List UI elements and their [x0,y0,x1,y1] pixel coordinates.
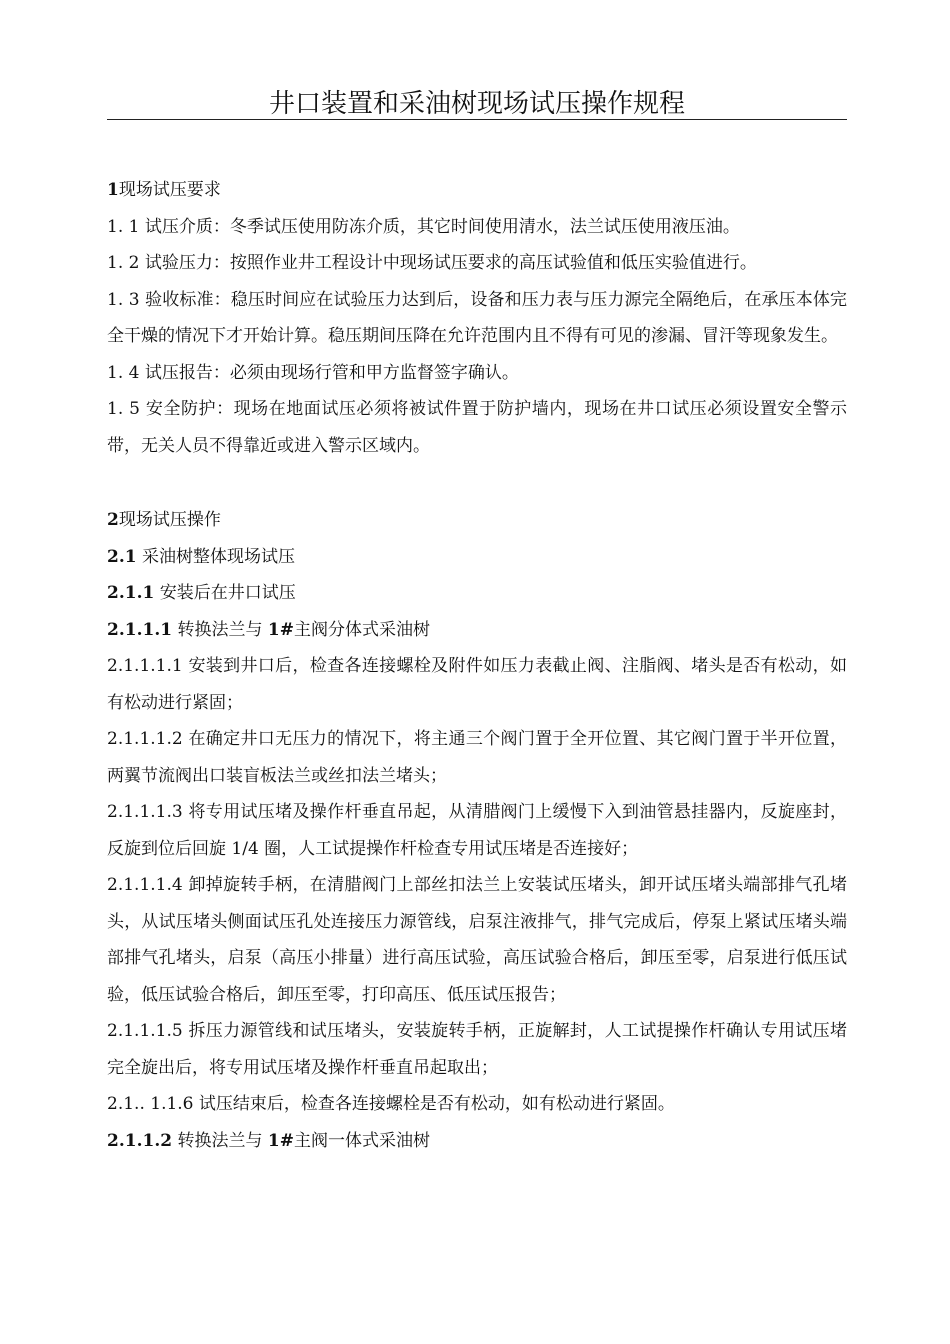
paragraph-1-3: 1. 3 验收标准：稳压时间应在试验压力达到后，设备和压力表与压力源完全隔绝后，在承压本体完全干燥的情况下才开始计算。稳压期间压降在允许范围内且不得有可见的渗漏、冒汗等现象发生。 [107,289,847,346]
heading-text: 转换法兰与 [172,1130,268,1151]
paragraph-1-1: 1. 1 试压介质：冬季试压使用防冻介质，其它时间使用清水，法兰试压使用液压油。 [107,216,740,237]
heading-number: 2.1.1.2 [107,1130,173,1151]
title-underline [107,119,847,120]
heading-text: 采油树整体现场试压 [136,546,295,567]
section-number: 2 [107,510,119,530]
section-number: 1 [107,180,119,200]
document-body [107,172,847,1159]
section-2-heading [107,502,847,539]
step-2-1-1-1-1: 2.1.1.1.1 安装到井口后，检查各连接螺栓及附件如压力表截止阀、注脂阀、堵头是否有松动，如有松动进行紧固； [107,656,847,713]
paragraph-1-5: 1. 5 安全防护：现场在地面试压必须将被试件置于防护墙内，现场在井口试压必须设置安全警示带，无关人员不得靠近或进入警示区域内。 [107,399,847,456]
heading-bold-text: 1# [267,619,294,640]
heading-tail-text: 主阀一体式采油树 [293,1130,430,1151]
heading-number: 2.1.1 [107,583,155,603]
step-2-1-1-1-3: 2.1.1.1.3 将专用试压堵及操作杆垂直吊起，从清腊阀门上缓慢下入到油管悬挂器内，反旋座封，反旋到位后回旋 1/4 圈，人工试提操作杆检查专用试压堵是否连接好； [107,802,847,859]
heading-2-1-1-1 [107,612,847,649]
step-2-1-1-1-2: 2.1.1.1.2 在确定井口无压力的情况下，将主通三个阀门置于全开位置、其它阀门置于半开位置，两翼节流阀出口装盲板法兰或丝扣法兰堵头； [107,729,847,786]
heading-number: 2.1.1.1 [107,619,173,640]
heading-2-1 [107,539,847,576]
step-2-1-1-1-6: 2.1.. 1.1.6 试压结束后，检查各连接螺栓是否有松动，如有松动进行紧固。 [107,1094,675,1114]
section-1-heading [107,172,847,209]
heading-tail-text: 主阀分体式采油树 [293,619,430,640]
heading-text: 安装后在井口试压 [154,583,296,603]
paragraph-1-4: 1. 4 试压报告：必须由现场行管和甲方监督签字确认。 [107,362,519,383]
section-gap [107,464,847,502]
heading-bold-text: 1# [267,1130,294,1151]
paragraph-1-2: 1. 2 试验压力：按照作业井工程设计中现场试压要求的高压试验值和低压实验值进行。 [107,253,757,273]
section-title: 现场试压要求 [118,180,221,200]
heading-text: 转换法兰与 [172,619,268,640]
step-2-1-1-1-4: 2.1.1.1.4 卸掉旋转手柄，在清腊阀门上部丝扣法兰上安装试压堵头，卸开试压堵头端部排气孔堵头，从试压堵头侧面试压孔处连接压力源管线，启泵注液排气，排气完成后，停泵上紧试压堵头端部排气孔堵头，启泵（高压小排量）进行高压试验，高压试验合格后，卸压至零，启泵进行低压试验，低压试验合格后，卸压至零，打印高压、低压试压报告； [107,875,847,1005]
section-title: 现场试压操作 [118,510,221,530]
heading-2-1-1 [107,575,847,612]
heading-2-1-1-2 [107,1123,847,1160]
heading-number: 2.1 [107,546,137,567]
step-2-1-1-1-5: 2.1.1.1.5 拆压力源管线和试压堵头，安装旋转手柄，正旋解封，人工试提操作杆确认专用试压堵完全旋出后，将专用试压堵及操作杆垂直吊起取出； [107,1021,847,1078]
document-title: 井口装置和采油树现场试压操作规程 [268,89,685,119]
